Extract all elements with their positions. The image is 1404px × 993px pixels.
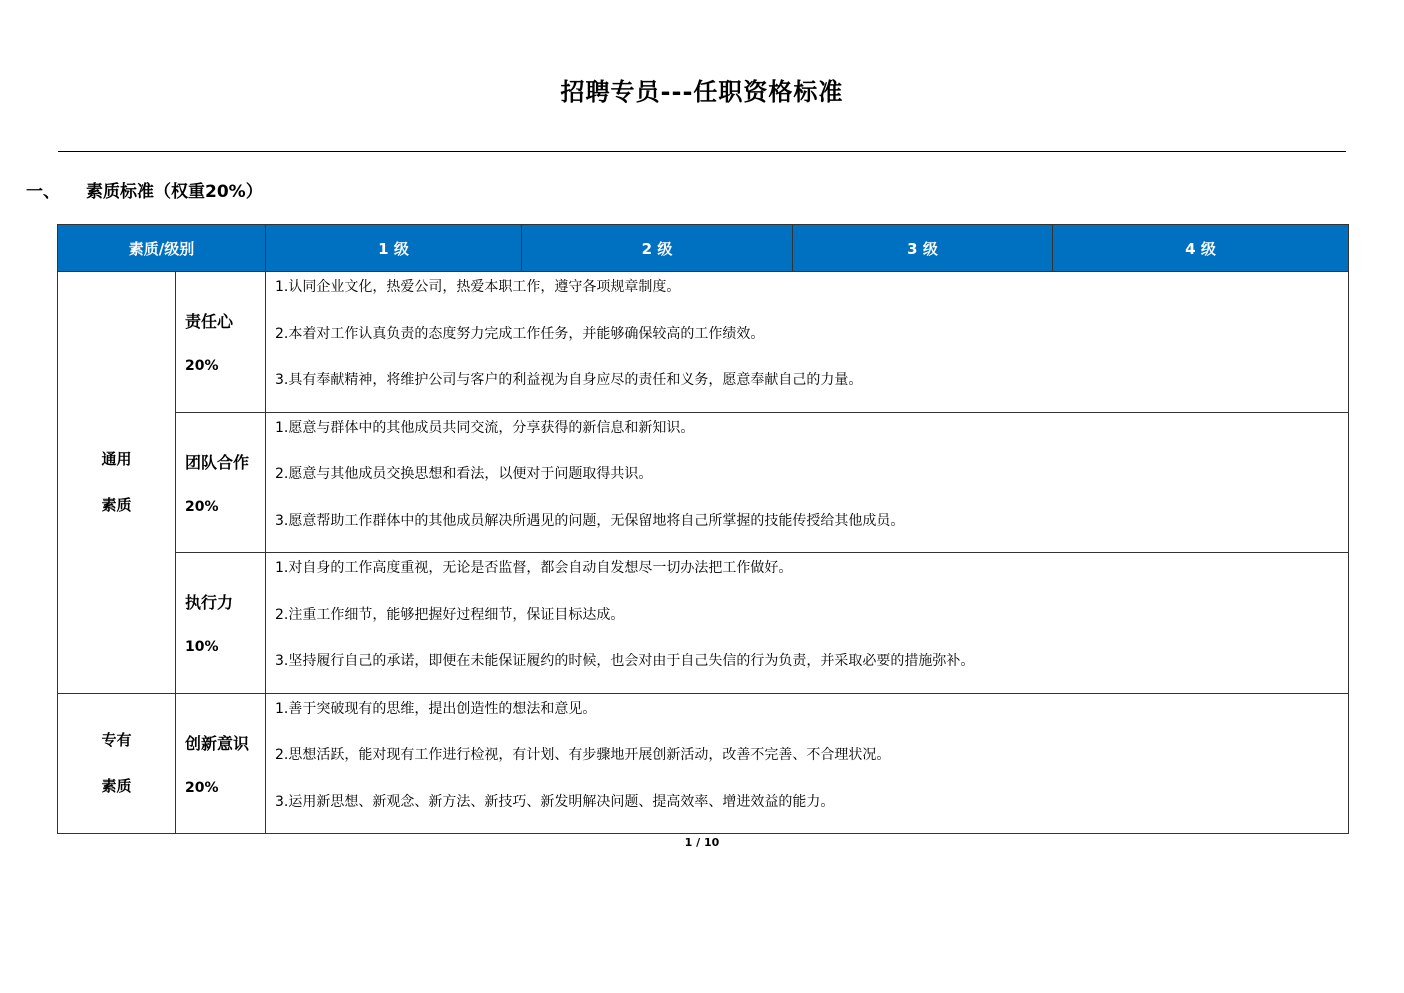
competency-weight: 20% (185, 358, 219, 375)
competency-weight: 20% (185, 779, 219, 796)
qualification-table (57, 224, 1349, 834)
competency-description: 1.对自身的工作高度重视，无论是否监督，都会自动自发想尽一切办法把工作做好。 2.注重工作细节，能够把握好过程细节，保证目标达成。 3.坚持履行自己的承诺，即便在未能保证履约的时候，也会对由于自己失信的行为负责，并采取必要的措施弥补。 (266, 553, 1349, 694)
competency-description: 1.善于突破现有的思维，提出创造性的想法和意见。 2.思想活跃，能对现有工作进行检视，有计划、有步骤地开展创新活动，改善不完善、不合理状况。 3.运用新思想、新观念、新方法、新技巧、新发明解决问题、提高效率、增进效益的能力。 (266, 693, 1349, 834)
competency-name: 执行力 10% (176, 553, 266, 694)
competency-description: 1.愿意与群体中的其他成员共同交流，分享获得的新信息和新知识。 2.愿意与其他成员交换思想和看法，以便对于问题取得共识。 3.愿意帮助工作群体中的其他成员解决所遇见的问题，无保留地将自己所掌握的技能传授给其他成员。 (266, 412, 1349, 553)
section-number: 一、 (26, 182, 60, 202)
competency-weight: 20% (185, 498, 219, 515)
table-row (58, 272, 1349, 413)
competency-description: 1.认同企业文化，热爱公司，热爱本职工作，遵守各项规章制度。 2.本着对工作认真负责的态度努力完成工作任务，并能够确保较高的工作绩效。 3.具有奉献精神，将维护公司与客户的利益视为自身应尽的责任和义务，愿意奉献自己的力量。 (266, 272, 1349, 413)
document-title: 招聘专员---任职资格标准 (560, 78, 844, 106)
header-level-4: 4 级 (1053, 225, 1349, 272)
table-row (58, 693, 1349, 834)
table-row (58, 412, 1349, 553)
header-level-1: 1 级 (266, 225, 522, 272)
competency-weight: 10% (185, 639, 219, 656)
title-divider (58, 151, 1346, 152)
group-specific: 专有 素质 (58, 693, 176, 834)
competency-name: 团队合作 20% (176, 412, 266, 553)
header-level-2: 2 级 (522, 225, 793, 272)
group-general: 通用 素质 (58, 272, 176, 694)
section-heading (26, 177, 263, 202)
table-row (58, 553, 1349, 694)
table-header-row (58, 225, 1349, 272)
section-title: 素质标准（权重20%） (86, 182, 263, 202)
header-level-3: 3 级 (793, 225, 1053, 272)
header-quality-level: 素质/级别 (58, 225, 266, 272)
competency-name: 责任心 20% (176, 272, 266, 413)
page-number: 1 / 10 (684, 836, 720, 849)
competency-name: 创新意识 20% (176, 693, 266, 834)
